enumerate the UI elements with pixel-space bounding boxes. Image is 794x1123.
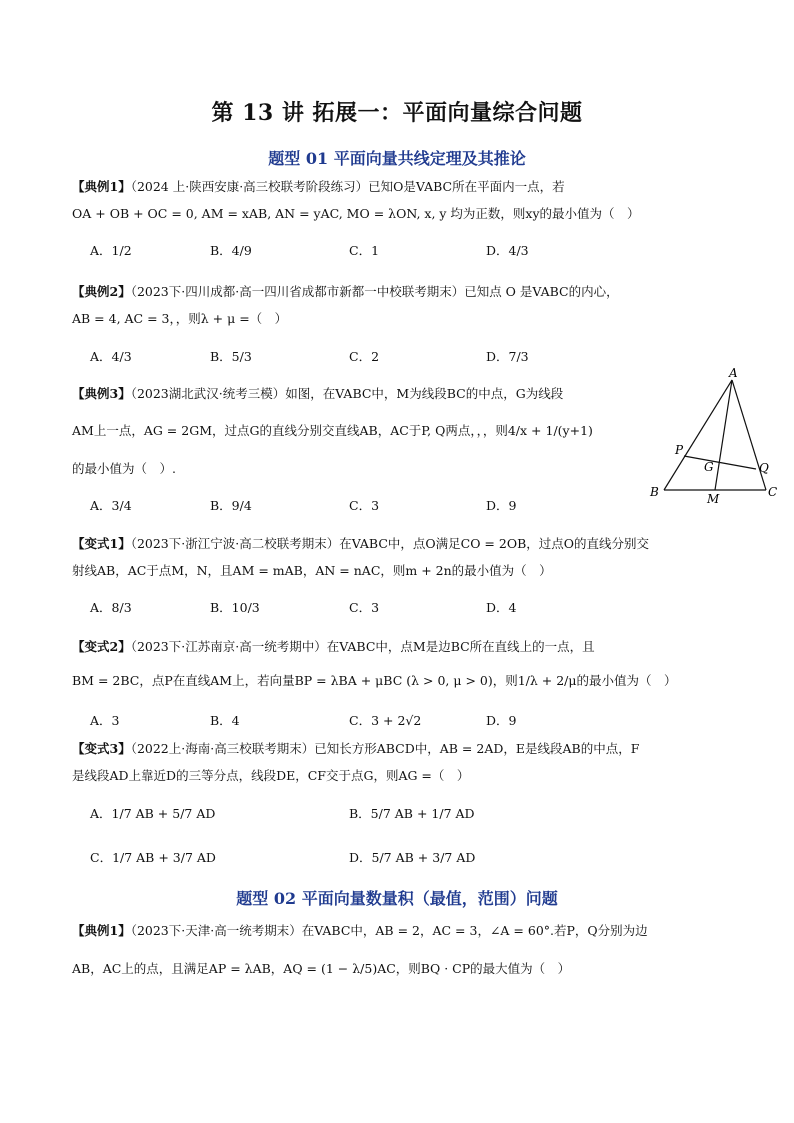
option-a: A．1/7 AB + 5/7 AD — [90, 806, 216, 821]
label-p: P — [675, 443, 684, 457]
option-c: C．3 — [349, 498, 380, 513]
label-m: M — [707, 492, 720, 506]
label-b: B — [650, 485, 659, 499]
problem-text: （2023下·浙江宁波·高二校联考期末）在VABC中，点O满足CO = 2OB，过点O的直线分别交 — [130, 536, 650, 551]
problem-4-line-1 — [72, 535, 649, 553]
option-d: D．7/3 — [486, 349, 529, 364]
problem-5-line-2: BM = 2BC，点P在直线AM上，若向量BP = λBA + μBC (λ > 0, μ > 0)，则1/λ + 2/μ的最小值为（ ） — [72, 673, 677, 688]
option-b: B．4 — [210, 713, 240, 728]
option-a: A．1/2 — [90, 243, 132, 258]
problem-1-line-2: OA + OB + OC = 0, AM = xAB, AN = yAC, MO = λON, x, y 均为正数，则xy的最小值为（ ） — [72, 206, 640, 221]
option-b: B．5/7 AB + 1/7 AD — [349, 806, 475, 821]
option-b: B．9/4 — [210, 498, 252, 513]
option-c: C．1 — [349, 243, 380, 258]
option-b: B．5/3 — [210, 349, 252, 364]
problem-tag: 【典例1】 — [72, 923, 131, 938]
problem-3-line-1 — [72, 385, 563, 403]
option-a: A．3/4 — [90, 498, 132, 513]
problem-tag: 【典例3】 — [72, 386, 131, 401]
label-c: C — [768, 485, 778, 499]
option-b: B．10/3 — [210, 600, 260, 615]
problem-tag: 【变式1】 — [72, 536, 131, 551]
problem-text: （2023下·江苏南京·高一统考期中）在VABC中，点M是边BC所在直线上的一点，且 — [130, 639, 595, 654]
problem-3-line-3: 的最小值为（ ）. — [72, 461, 176, 476]
label-q: Q — [759, 461, 769, 475]
option-d: D．5/7 AB + 3/7 AD — [349, 850, 476, 865]
problem-4-line-2: 射线AB，AC于点M，N，且AM = mAB，AN = nAC，则m + 2n的最小值为（ ） — [72, 563, 552, 578]
problem-5-line-1 — [72, 638, 595, 656]
problem-text: （2023下·天津·高一统考期末）在VABC中，AB = 2，AC = 3，∠A = 60°.若P，Q分别为边 — [130, 923, 648, 938]
segment-ab — [664, 380, 732, 490]
option-c: C．3 — [349, 600, 380, 615]
problem-2-line-2: AB = 4, AC = 3，，则λ + μ =（ ） — [72, 311, 288, 326]
problem-text: （2022上·海南·高三校联考期末）已知长方形ABCD中，AB = 2AD，E是线段AB的中点，F — [130, 741, 640, 756]
problem-1-line-1 — [72, 178, 565, 196]
problem-2-line-1 — [72, 283, 619, 301]
label-g: G — [704, 460, 714, 474]
option-b: B．4/9 — [210, 243, 252, 258]
problem-tag: 【变式3】 — [72, 741, 131, 756]
problem-6-line-2: 是线段AD上靠近D的三等分点，线段DE，CF交于点G，则AG =（ ） — [72, 768, 470, 783]
problem-tag: 【变式2】 — [72, 639, 131, 654]
section-heading-1: 题型 01 平面向量共线定理及其推论 — [268, 149, 526, 168]
page-title: 第 13 讲 拓展一：平面向量综合问题 — [211, 100, 583, 126]
option-c: C．1/7 AB + 3/7 AD — [90, 850, 216, 865]
problem-7-line-1 — [72, 922, 648, 940]
label-a: A — [729, 366, 738, 380]
option-c: C．3 + 2√2 — [349, 713, 422, 728]
problem-text: （2023湖北武汉·统考三模）如图，在VABC中，M为线段BC的中点，G为线段 — [130, 386, 564, 401]
option-c: C．2 — [349, 349, 380, 364]
option-d: D．9 — [486, 498, 517, 513]
problem-tag: 【典例2】 — [72, 284, 131, 299]
option-a: A．4/3 — [90, 349, 132, 364]
option-a: A．8/3 — [90, 600, 132, 615]
problem-3-line-2: AM上一点，AG = 2GM，过点G的直线分别交直线AB，AC于P, Q两点，，，则4/x + 1/(y+1) — [72, 423, 593, 438]
triangle-figure — [644, 366, 784, 506]
option-d: D．4 — [486, 600, 517, 615]
option-d: D．4/3 — [486, 243, 529, 258]
segment-am — [715, 380, 732, 490]
problem-7-line-2: AB，AC上的点，且满足AP = λAB，AQ = (1 − λ/5)AC，则BQ · CP的最大值为（ ） — [72, 961, 571, 976]
problem-6-line-1 — [72, 740, 639, 758]
problem-text: （2023下·四川成都·高一四川省成都市新都一中校联考期末）已知点 O 是VABC的内心， — [130, 284, 619, 299]
option-d: D．9 — [486, 713, 517, 728]
problem-text: （2024 上·陕西安康·高三校联考阶段练习）已知O是VABC所在平面内一点，若 — [130, 179, 565, 194]
section-heading-2: 题型 02 平面向量数量积（最值，范围）问题 — [236, 889, 558, 908]
problem-tag: 【典例1】 — [72, 179, 131, 194]
option-a: A．3 — [90, 713, 120, 728]
